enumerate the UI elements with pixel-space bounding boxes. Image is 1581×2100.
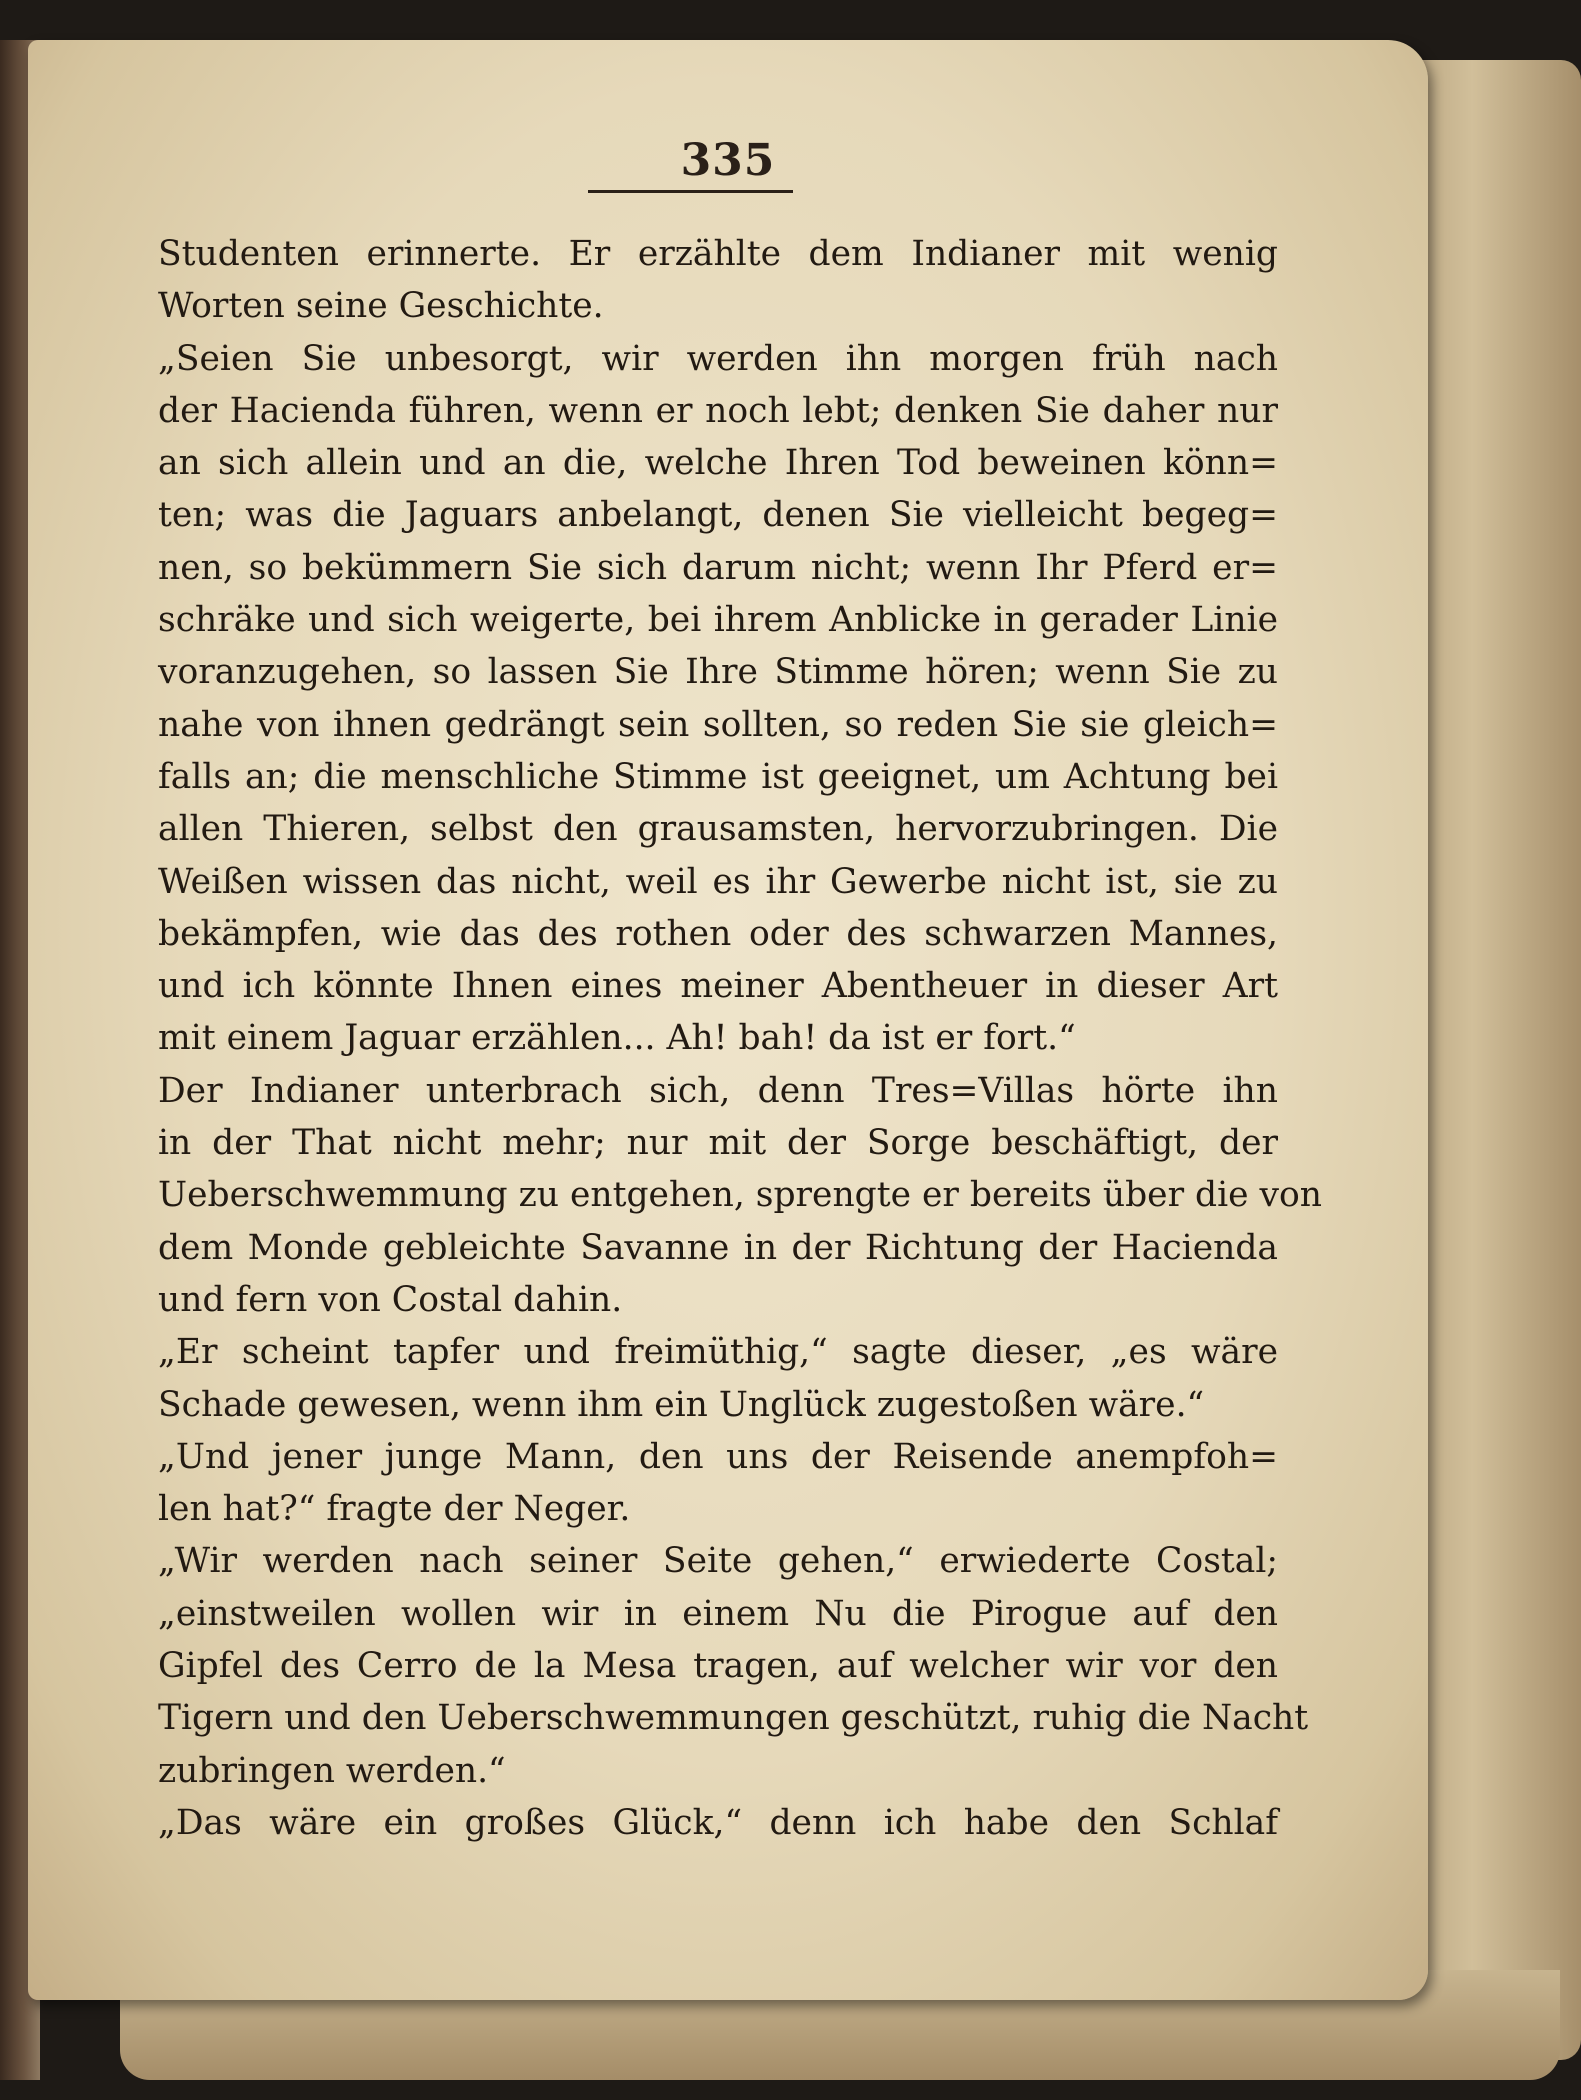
text-line: Studenten erinnerte. Er erzählte dem Indianer mit wenig [158,234,1278,274]
text-line: der Hacienda führen, wenn er noch lebt; denken Sie daher nur [158,390,1278,431]
text-line: „Er scheint tapfer und freimüthig,“ sagte dieser, „es wäre [158,1332,1278,1373]
text-line: Weißen wissen das nicht, weil es ihr Gewerbe nicht ist, sie zu [158,861,1278,902]
text-line: und ich könnte Ihnen eines meiner Abentheuer in dieser Art [158,966,1278,1007]
text-line: Tigern und den Ueberschwemmungen geschützt, ruhig die Nacht [158,1698,1309,1739]
text-line: Worten seine Geschichte. [158,286,604,327]
text-line: dem Monde gebleichte Savanne in der Richtung der Hacienda [158,1227,1278,1268]
header-rule [588,190,793,193]
text-line: zubringen werden.“ [158,1750,506,1791]
text-line: „Seien Sie unbesorgt, wir werden ihn morgen früh nach [158,338,1278,379]
text-line: nahe von ihnen gedrängt sein sollten, so reden Sie sie gleich= [158,704,1278,745]
text-line: allen Thieren, selbst den grausamsten, hervorzubringen. Die [158,809,1278,850]
text-line: Gipfel des Cerro de la Mesa tragen, auf welcher wir vor den [158,1646,1278,1687]
text-line: nen, so bekümmern Sie sich darum nicht; wenn Ihr Pferd er= [158,547,1278,588]
text-line: schräke und sich weigerte, bei ihrem Anblicke in gerader Linie [158,600,1278,641]
text-line: voranzugehen, so lassen Sie Ihre Stimme hören; wenn Sie zu [158,652,1278,693]
text-line: „einstweilen wollen wir in einem Nu die Pirogue auf den [158,1593,1278,1634]
book-page [28,40,1428,2000]
body-text [158,228,1323,1849]
text-line: „Das wäre ein großes Glück,“ denn ich habe den Schlaf [158,1802,1278,1843]
text-line: mit einem Jaguar erzählen... Ah! bah! da ist er fort.“ [158,1018,1076,1059]
text-line: falls an; die menschliche Stimme ist geeignet, um Achtung bei [158,756,1278,797]
text-line: „Und jener junge Mann, den uns der Reisende anempfoh= [158,1436,1278,1477]
text-line: Ueberschwemmung zu entgehen, sprengte er bereits über die von [158,1175,1323,1216]
page-number: 335 [680,135,776,186]
text-line: an sich allein und an die, welche Ihren Tod beweinen könn= [158,443,1278,484]
text-line: ten; was die Jaguars anbelangt, denen Sie vielleicht begeg= [158,495,1278,536]
text-line: bekämpfen, wie das des rothen oder des schwarzen Mannes, [158,913,1278,954]
text-line: „Wir werden nach seiner Seite gehen,“ erwiederte Costal; [158,1541,1278,1582]
text-line: und fern von Costal dahin. [158,1279,623,1320]
text-line: Schade gewesen, wenn ihm ein Unglück zugestoßen wäre.“ [158,1384,1205,1425]
text-line: Der Indianer unterbrach sich, denn Tres=Villas hörte ihn [158,1070,1278,1111]
text-line: len hat?“ fragte der Neger. [158,1489,631,1530]
text-line: in der That nicht mehr; nur mit der Sorge beschäftigt, der [158,1123,1278,1164]
